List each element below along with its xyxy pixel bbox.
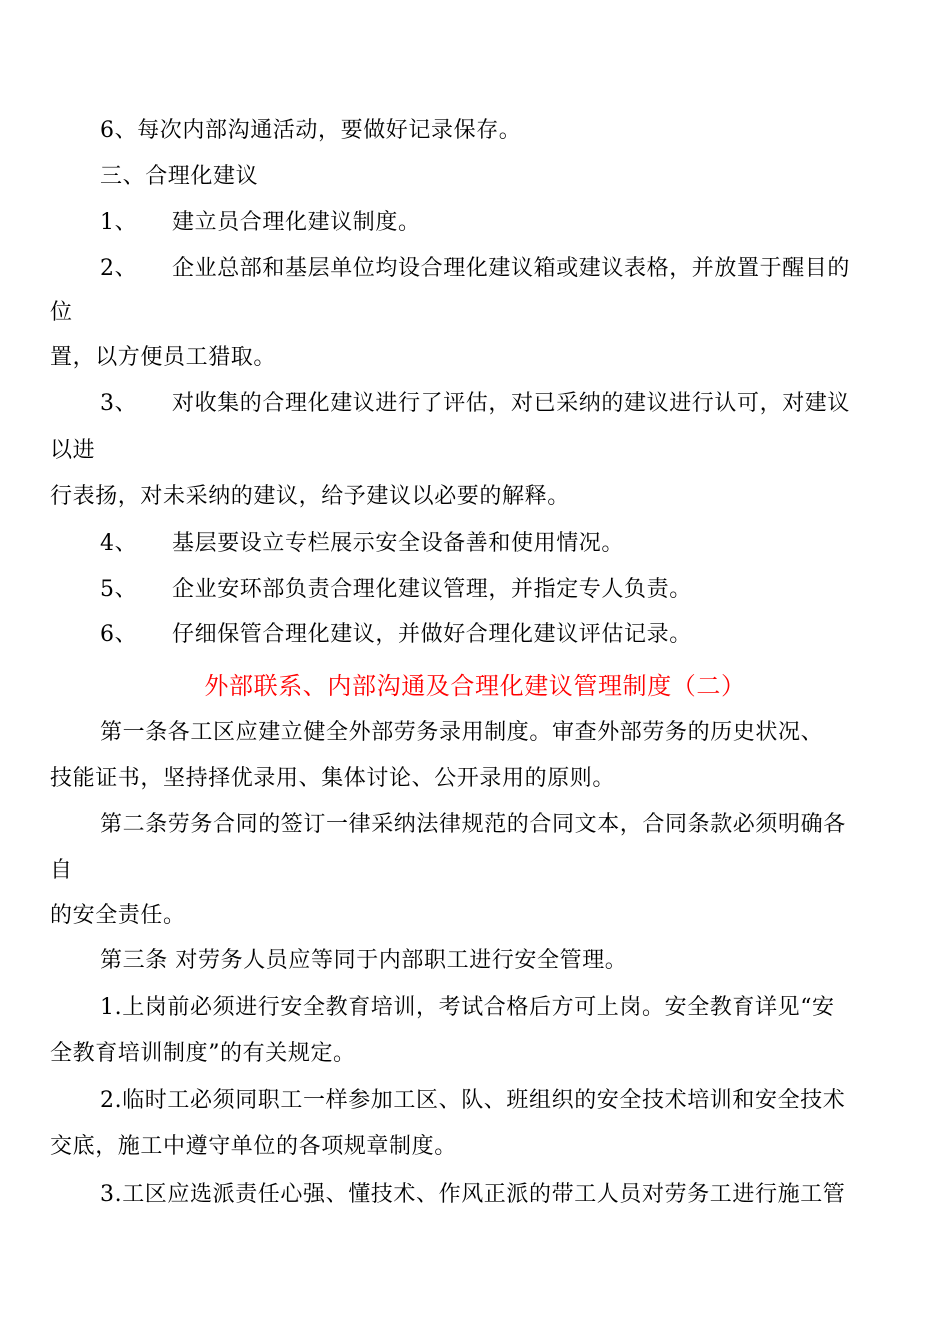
paragraph-line: 技能证书，坚持择优录用、集体讨论、公开录用的原则。 <box>50 766 616 791</box>
list-text: 对收集的合理化建议进行了评估，对已采纳的建议进行认可，对建议 <box>172 391 851 416</box>
list-number: 2、 <box>100 256 138 281</box>
list-text: 基层要设立专栏展示安全设备善和使用情况。 <box>172 531 625 556</box>
list-item <box>100 575 950 605</box>
list-item <box>100 620 950 650</box>
list-item <box>100 529 950 559</box>
paragraph-line: 第三条 对劳务人员应等同于内部职工进行安全管理。 <box>100 948 628 973</box>
paragraph-line: 6、每次内部沟通活动，要做好记录保存。 <box>100 118 522 143</box>
list-text: 企业安环部负责合理化建议管理，并指定专人负责。 <box>172 577 692 602</box>
list-item <box>100 389 950 419</box>
list-item <box>100 208 950 238</box>
list-number: 6、 <box>100 622 138 647</box>
paragraph-line: 交底，施工中遵守单位的各项规章制度。 <box>50 1134 457 1159</box>
list-number: 4、 <box>100 531 138 556</box>
section-heading: 三、合理化建议 <box>100 164 259 189</box>
paragraph-line: 行表扬，对未采纳的建议，给予建议以必要的解释。 <box>50 484 570 509</box>
section-title: 外部联系、内部沟通及合理化建议管理制度（二） <box>204 672 746 700</box>
paragraph-line: 3.工区应选派责任心强、懂技术、作风正派的带工人员对劳务工进行施工管 <box>100 1182 846 1207</box>
list-number: 3、 <box>100 391 138 416</box>
paragraph-line: 1.上岗前必须进行安全教育培训，考试合格后方可上岗。安全教育详见“安 <box>100 995 835 1020</box>
paragraph-line: 2.临时工必须同职工一样参加工区、队、班组织的安全技术培训和安全技术 <box>100 1088 846 1113</box>
paragraph-line: 第一条各工区应建立健全外部劳务录用制度。审查外部劳务的历史状况、 <box>100 720 824 745</box>
list-number: 5、 <box>100 577 138 602</box>
paragraph-line: 的安全责任。 <box>50 903 186 928</box>
paragraph-line: 全教育培训制度”的有关规定。 <box>50 1041 356 1066</box>
list-text: 建立员合理化建议制度。 <box>172 210 421 235</box>
paragraph-line: 置，以方便员工猎取。 <box>50 345 277 370</box>
paragraph-line: 以进 <box>50 438 96 463</box>
paragraph-line: 第二条劳务合同的签订一律采纳法律规范的合同文本，合同条款必须明确各 <box>100 812 846 837</box>
list-item <box>100 254 950 284</box>
list-number: 1、 <box>100 210 138 235</box>
list-text: 企业总部和基层单位均设合理化建议箱或建议表格，并放置于醒目的 <box>172 256 851 281</box>
paragraph-line: 自 <box>50 858 73 883</box>
paragraph-line: 位 <box>50 300 73 325</box>
list-text: 仔细保管合理化建议，并做好合理化建议评估记录。 <box>172 622 692 647</box>
